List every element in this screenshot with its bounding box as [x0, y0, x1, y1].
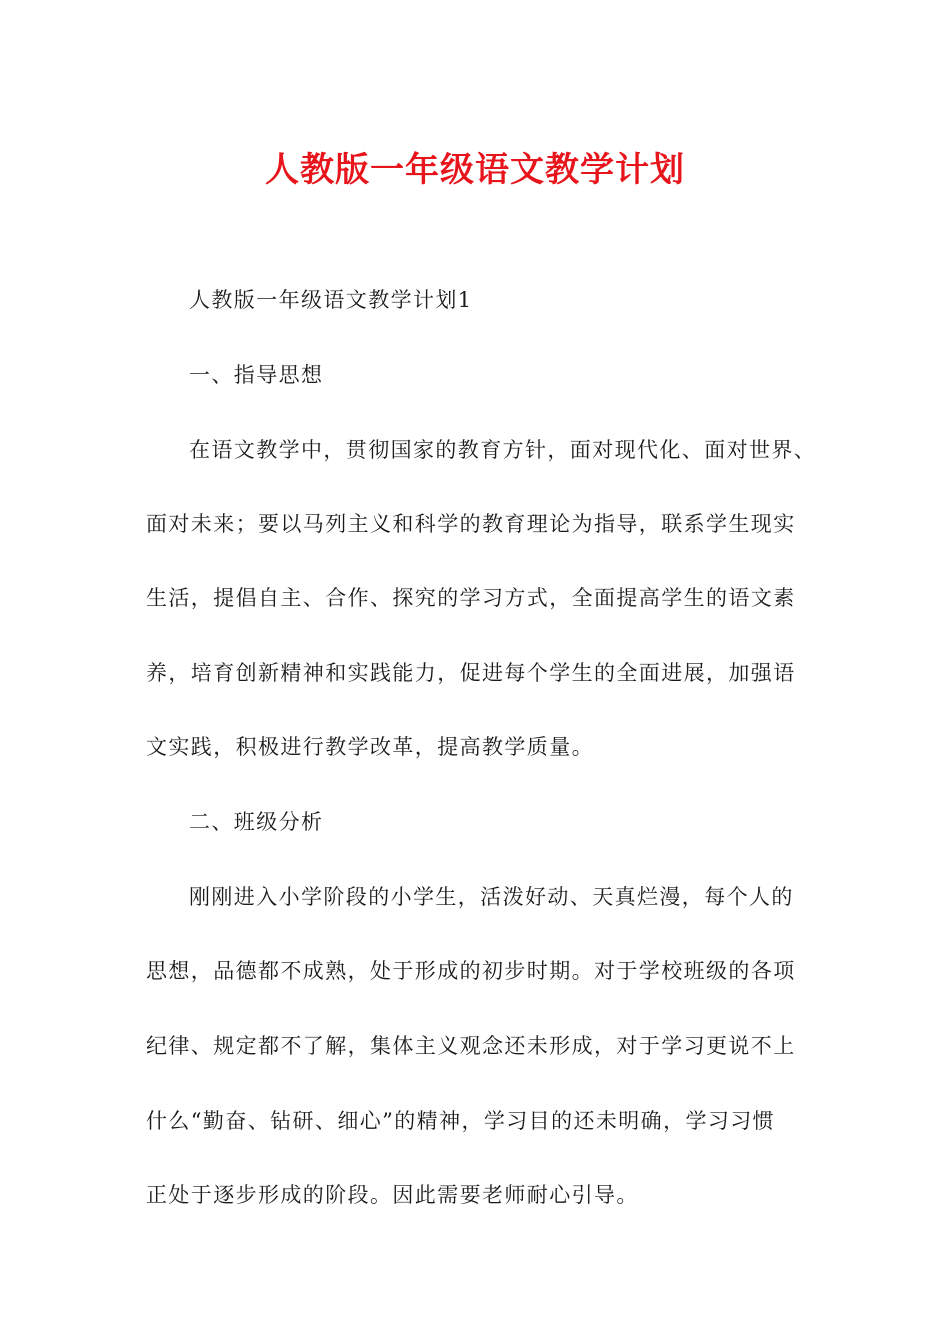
document-title: 人教版一年级语文教学计划 [265, 150, 685, 190]
paragraph-line: 刚刚进入小学阶段的小学生，活泼好动、天真烂漫，每个人的 [189, 885, 794, 909]
section-subtitle: 人教版一年级语文教学计划1 [189, 288, 473, 312]
paragraph-line: 文实践，积极进行教学改革，提高教学质量。 [146, 735, 594, 759]
paragraph-line: 思想，品德都不成熟，处于形成的初步时期。对于学校班级的各项 [146, 959, 796, 983]
paragraph-line: 什么“勤奋、钻研、细心”的精神，学习目的还未明确，学习习惯 [146, 1109, 776, 1133]
paragraph-line: 正处于逐步形成的阶段。因此需要老师耐心引导。 [146, 1183, 639, 1207]
paragraph-line: 纪律、规定都不了解，集体主义观念还未形成，对于学习更说不上 [146, 1034, 796, 1058]
paragraph-line: 面对未来；要以马列主义和科学的教育理论为指导，联系学生现实 [146, 512, 796, 536]
paragraph-line: 在语文教学中，贯彻国家的教育方针，面对现代化、面对世界、 [189, 438, 817, 462]
paragraph-line: 养，培育创新精神和实践能力，促进每个学生的全面进展，加强语 [146, 661, 796, 685]
paragraph-line: 生活，提倡自主、合作、探究的学习方式，全面提高学生的语文素 [146, 586, 796, 610]
heading-class-analysis: 二、班级分析 [189, 810, 324, 834]
heading-guiding-ideology: 一、指导思想 [189, 363, 324, 387]
